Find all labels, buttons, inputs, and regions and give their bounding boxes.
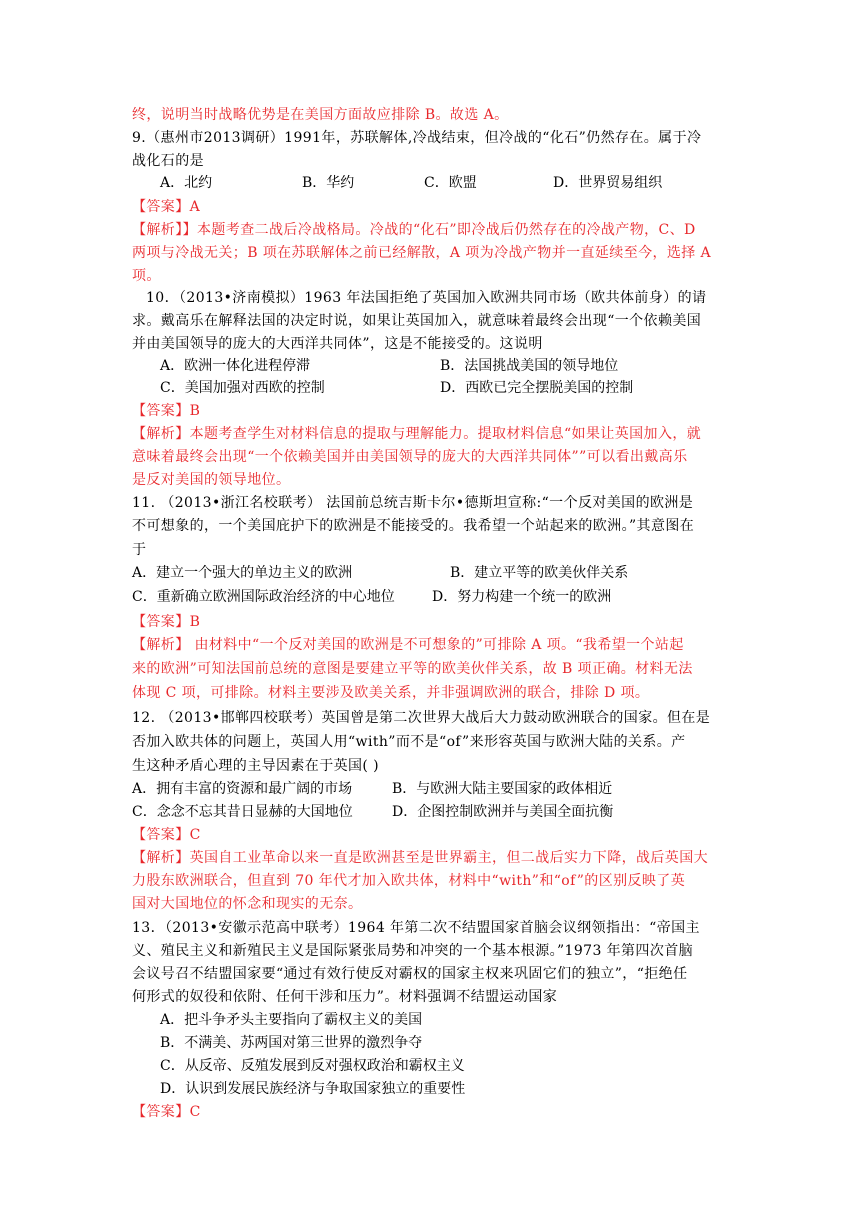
q10-option-d: D．西欧已完全摆脱美国的控制 (440, 380, 634, 396)
q9-option-d: D．世界贸易组织 (553, 175, 663, 191)
q12-stem-line-2: 否加入欧共体的问题上，英国人用“with”而不是“of”来形容英国与欧洲大陆的关系。产 (132, 734, 686, 750)
q13-stem-line-2: 义、殖民主义和新殖民主义是国际紧张局势和冲突的一个基本根源。”1973 年第四次首脑 (132, 943, 694, 959)
q13-option-c: C．从反帝、反殖发展到反对强权政治和霸权主义 (160, 1058, 465, 1074)
q9-stem-line-1: 9.（惠州市2013调研）1991年，苏联解体,冷战结束，但冷战的“化石”仍然存在。属于冷 (132, 130, 702, 146)
q11-analysis-line-1: 【解析】 由材料中“一个反对美国的欧洲是不可想象的”可排除 A 项。“我希望一个站起 (132, 637, 684, 653)
q9-answer: 【答案】A (132, 199, 201, 215)
q9-analysis-line-1: 【解析】】本题考查二战后冷战格局。冷战的“化石”即冷战后仍然存在的冷战产物，C、D (132, 222, 696, 238)
q10-stem-line-2: 求。戴高乐在解释法国的决定时说，如果让英国加入，就意味着最终会出现“一个依赖美国 (132, 313, 702, 329)
q11-stem-line-1: 11. （2013•浙江名校联考） 法国前总统吉斯卡尔•德斯坦宣称:“一个反对美国的欧洲是 (132, 495, 694, 511)
q13-option-d: D．认识到发展民族经济与争取国家独立的重要性 (160, 1081, 466, 1097)
q12-answer: 【答案】C (132, 827, 201, 843)
q10-analysis-line-1: 【解析】本题考查学生对材料信息的提取与理解能力。提取材料信息“如果让英国加入，就 (132, 426, 702, 442)
q11-option-d: D．努力构建一个统一的欧洲 (432, 589, 612, 605)
q9-option-a: A．北约 (160, 175, 213, 191)
q10-option-c: C．美国加强对西欧的控制 (160, 380, 325, 396)
q12-option-c: C．念念不忘其昔日显赫的大国地位 (132, 804, 353, 820)
q12-option-b: B．与欧洲大陆主要国家的政体相近 (392, 781, 613, 797)
q10-stem-line-1: 10．（2013•济南模拟）1963 年法国拒绝了英国加入欧洲共同市场（欧共体前身）的请 (146, 290, 707, 306)
q10-analysis-line-2: 意味着最终会出现“一个依赖美国并由美国领导的庞大的大西洋共同体””可以看出戴高乐 (132, 449, 688, 465)
q13-answer: 【答案】C (132, 1104, 201, 1120)
q11-analysis-line-2: 来的欧洲”可知法国前总统的意图是要建立平等的欧美伙伴关系，故 B 项正确。材料无法 (132, 661, 693, 677)
q12-analysis-line-2: 力股东欧洲联合，但直到 70 年代才加入欧共体，材料中“with”和“of”的区别反映了英 (132, 873, 686, 889)
q13-stem-line-1: 13．（2013•安徽示范高中联考）1964 年第二次不结盟国家首脑会议纲领指出：“帝国主 (132, 920, 700, 936)
q9-stem-line-2: 战化石的是 (132, 153, 204, 169)
q13-stem-line-3: 会议号召不结盟国家要“通过有效行使反对霸权的国家主权来巩固它们的独立”，“拒绝任 (132, 966, 688, 982)
q13-option-a: A．把斗争矛头主要指向了霸权主义的美国 (160, 1012, 423, 1028)
q10-analysis-line-3: 是反对美国的领导地位。 (132, 472, 291, 488)
q11-option-a: A．建立一个强大的单边主义的欧洲 (132, 565, 353, 581)
q8-explanation-end: 终，说明当时战略优势是在美国方面故应排除 B。故选 A。 (132, 107, 509, 123)
q9-analysis-line-3: 项。 (132, 268, 161, 284)
q12-analysis-line-1: 【解析】英国自工业革命以来一直是欧洲甚至是世界霸主，但二战后实力下降，战后英国大 (132, 850, 708, 866)
q12-stem-line-3: 生这种矛盾心理的主导因素在于英国( ) (132, 758, 379, 774)
q10-option-a: A．欧洲一体化进程停滞 (160, 358, 311, 374)
q11-option-b: B．建立平等的欧美伙伴关系 (450, 565, 629, 581)
q13-option-b: B．不满美、苏两国对第三世界的激烈争夺 (160, 1035, 423, 1051)
q10-answer: 【答案】B (132, 403, 201, 419)
q12-option-a: A．拥有丰富的资源和最广阔的市场 (132, 781, 353, 797)
q9-option-c: C．欧盟 (424, 175, 477, 191)
q11-option-c: C．重新确立欧洲国际政治经济的中心地位 (132, 589, 395, 605)
q11-analysis-line-3: 体现 C 项，可排除。材料主要涉及欧美关系，并非强调欧洲的联合，排除 D 项。 (132, 685, 650, 701)
q11-stem-line-3: 于 (132, 542, 147, 558)
q10-stem-line-3: 并由美国领导的庞大的大西洋共同体”，这是不能接受的。这说明 (132, 336, 543, 352)
q9-option-b: B．华约 (302, 175, 355, 191)
q12-option-d: D．企图控制欧洲并与美国全面抗衡 (392, 804, 614, 820)
q10-option-b: B．法国挑战美国的领导地位 (440, 358, 619, 374)
q13-stem-line-4: 何形式的奴役和依附、任何干涉和压力”。材料强调不结盟运动国家 (132, 989, 558, 1005)
q12-analysis-line-3: 国对大国地位的怀念和现实的无奈。 (132, 896, 363, 912)
q11-stem-line-2: 不可想象的，一个美国庇护下的欧洲是不能接受的。我希望一个站起来的欧洲。”其意图在 (132, 518, 695, 534)
q9-analysis-line-2: 两项与冷战无关；B 项在苏联解体之前已经解散，A 项为冷战产物并一直延续至今，选择 A (132, 245, 712, 261)
q12-stem-line-1: 12. （2013•邯郸四校联考）英国曾是第二次世界大战后大力鼓动欧洲联合的国家。但在是 (132, 710, 711, 726)
q11-answer: 【答案】B (132, 614, 201, 630)
